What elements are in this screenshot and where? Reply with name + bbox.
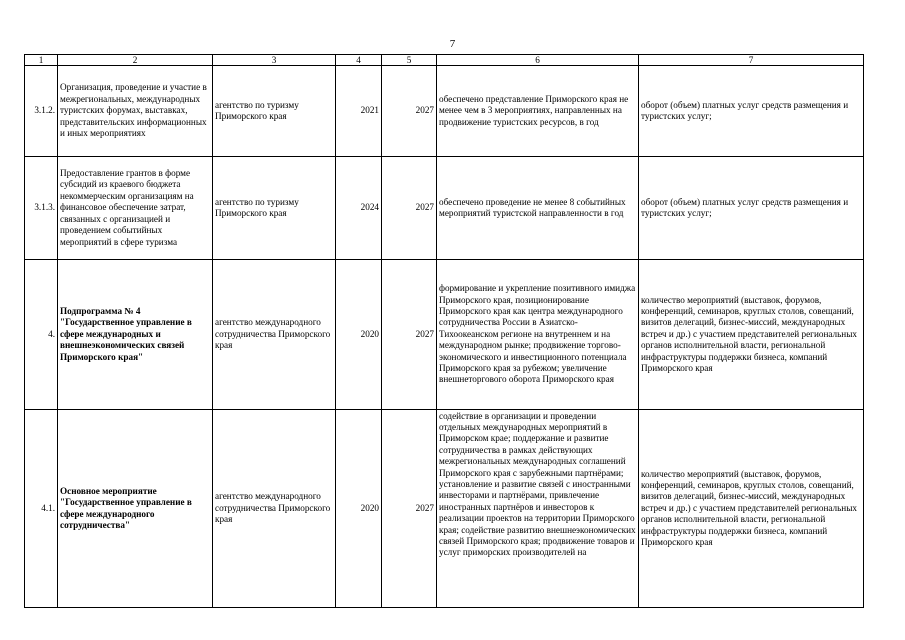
end-year: 2027 [382, 260, 437, 410]
start-year: 2020 [336, 260, 382, 410]
subprogram-name: Подпрограмма № 4 "Государственное управление в сфере международных и внешнеэкономических связей Приморского края" [58, 260, 213, 410]
header-cell-4: 4 [336, 55, 382, 66]
executor: агентство международного сотрудничества Приморского края [213, 260, 336, 410]
measure-name: Предоставление грантов в форме субсидий из краевого бюджета некоммерческим организациям на финансовое обеспечение затрат, связанных с организацией и проведением событийных мероприятий в сфере туризма [58, 157, 213, 260]
expected-result: обеспечено проведение не менее 8 событийных мероприятий туристской направленности в год [437, 157, 639, 260]
measure-name: Организация, проведение и участие в межрегиональных, международных туристских форумах, выставках, представительских информационных и иных мероприятиях [58, 66, 213, 157]
header-cell-5: 5 [382, 55, 437, 66]
row-number: 3.1.2. [25, 66, 58, 157]
indicator: оборот (объем) платных услуг средств размещения и туристских услуг; [639, 66, 864, 157]
start-year: 2021 [336, 66, 382, 157]
header-row [25, 55, 864, 66]
header-cell-6: 6 [437, 55, 639, 66]
page-number: 7 [449, 38, 456, 50]
header-cell-3: 3 [213, 55, 336, 66]
header-cell-7: 7 [639, 55, 864, 66]
row-number: 4.1. [25, 410, 58, 608]
header-cell-2: 2 [58, 55, 213, 66]
end-year: 2027 [382, 157, 437, 260]
row-number: 3.1.3. [25, 157, 58, 260]
table-row [25, 66, 864, 157]
expected-result-cell [437, 410, 639, 608]
table-row [25, 157, 864, 260]
indicator: оборот (объем) платных услуг средств размещения и туристских услуг; [639, 157, 864, 260]
start-year: 2024 [336, 157, 382, 260]
main-activity-name: Основное мероприятие "Государственное управление в сфере международного сотрудничества" [58, 410, 213, 608]
header-cell-1: 1 [25, 55, 58, 66]
end-year: 2027 [382, 66, 437, 157]
table-row [25, 410, 864, 608]
expected-result: содействие в организации и проведении отдельных международных мероприятий в Приморском крае; поддержание и развитие сотрудничества в рамках действующих межрегиональных международных соглашений Приморского края с зарубежными партнёрами; установление и развитие связей с иностранными инвесторами и партнёрами, привлечение иностранных партнёров и инвесторов к реализации проектов на территории Приморского края; содействие развитию внешнеэкономических связей Приморского края; продвижение товаров и услуг приморских производителей на [439, 410, 636, 558]
indicator: количество мероприятий (выставок, форумов, конференций, семинаров, круглых столов, совещаний, визитов делегаций, бизнес-миссий, международных встреч и др.) с участием представителей региональных органов исполнительной власти, региональной инфраструктуры поддержки бизнеса, компаний Приморского края [639, 410, 864, 608]
expected-result: обеспечено представление Приморского края не менее чем в 3 мероприятиях, направленных на продвижение туристских ресурсов, в год [437, 66, 639, 157]
row-number: 4. [25, 260, 58, 410]
executor: агентство по туризму Приморского края [213, 66, 336, 157]
indicator: количество мероприятий (выставок, форумов, конференций, семинаров, круглых столов, совещаний, визитов делегаций, бизнес-миссий, международных встреч и др.) с участием представителей региональных органов исполнительной власти, региональной инфраструктуры поддержки бизнеса, компаний Приморского края [639, 260, 864, 410]
table-row [25, 260, 864, 410]
executor: агентство по туризму Приморского края [213, 157, 336, 260]
expected-result: формирование и укрепление позитивного имиджа Приморского края, позиционирование Приморского края как центра международного сотрудничества России в Азиатско-Тихоокеанском регионе на внутреннем и на международном рынке; продвижение торгово-экономического и инвестиционного потенциала Приморского края за рубежом; увеличение внешнеторгового оборота Приморского края [437, 260, 639, 410]
end-year: 2027 [382, 410, 437, 608]
executor: агентство международного сотрудничества Приморского края [213, 410, 336, 608]
start-year: 2020 [336, 410, 382, 608]
program-table [24, 54, 864, 608]
